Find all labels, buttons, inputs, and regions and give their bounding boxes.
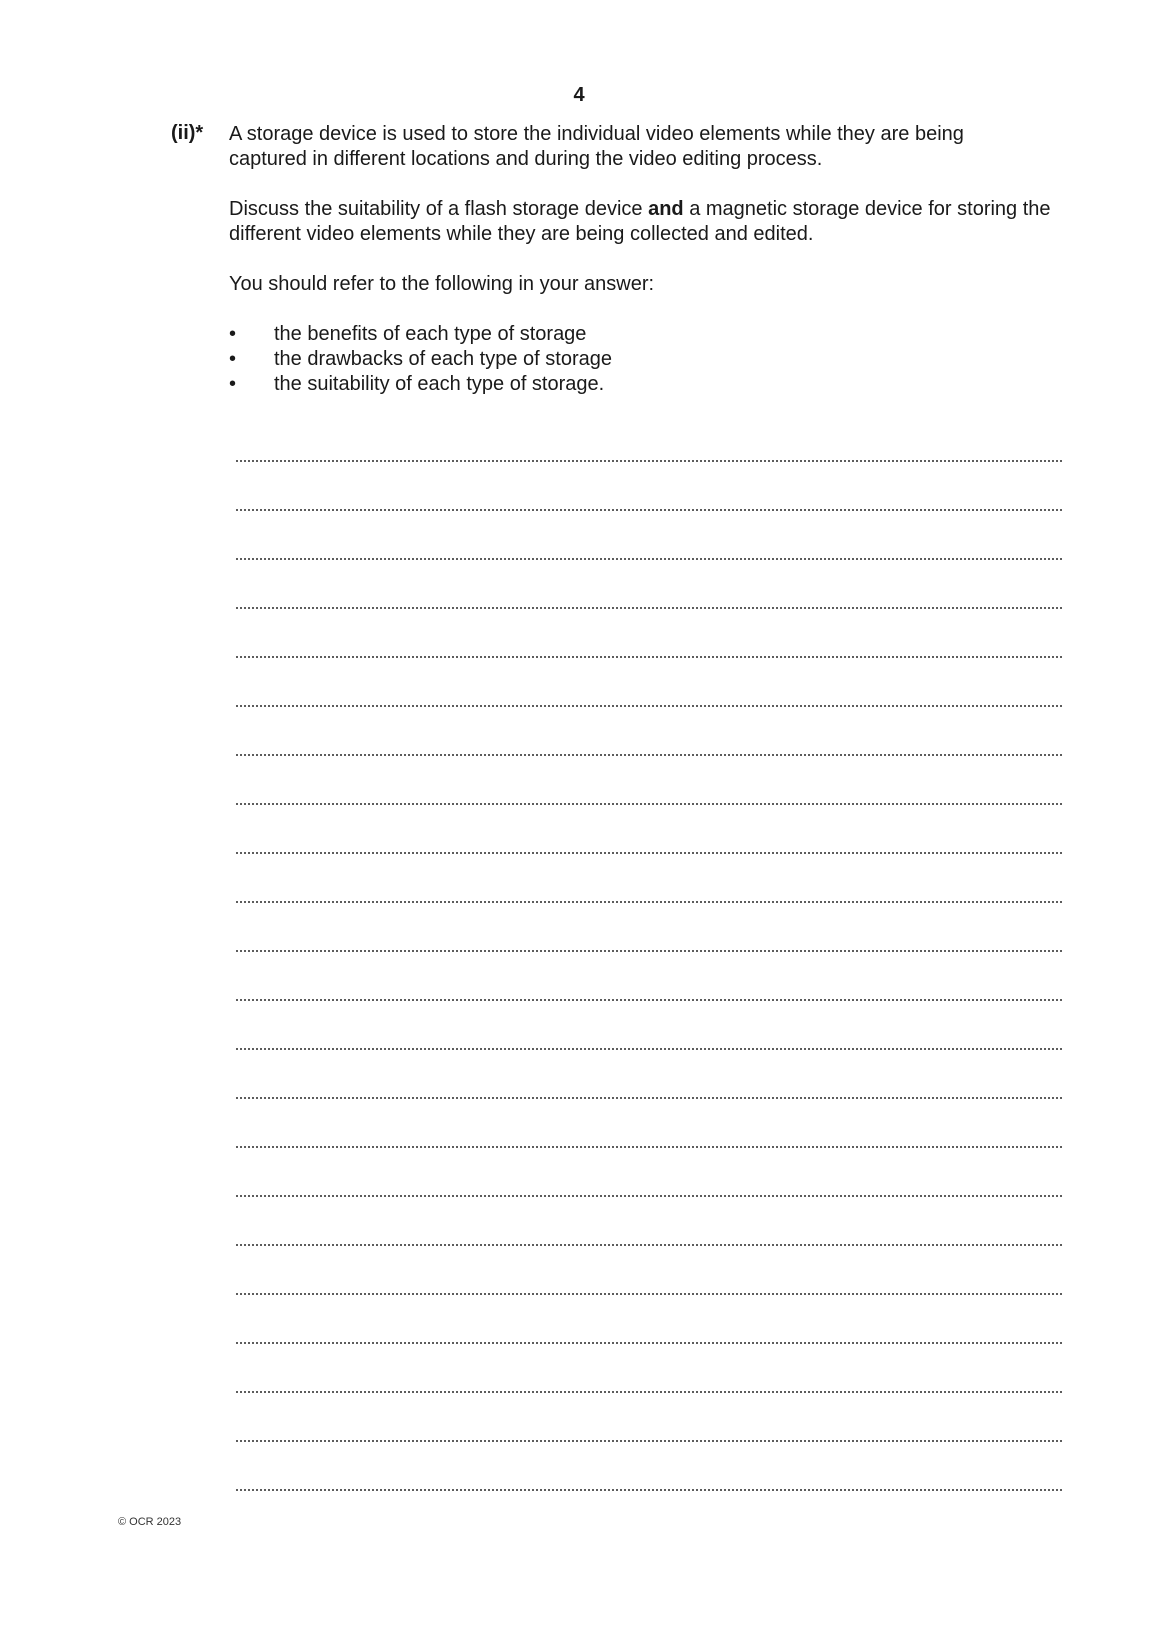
list-item-text: the suitability of each type of storage. (274, 373, 605, 395)
stem-line-2: captured in different locations and during the video editing process. (229, 148, 823, 170)
answer-line[interactable] (235, 1351, 1062, 1400)
answer-line[interactable] (235, 1204, 1062, 1253)
answer-line[interactable] (235, 763, 1062, 812)
page-number: 4 (573, 84, 585, 106)
answer-line[interactable] (235, 1008, 1062, 1057)
answer-line[interactable] (235, 910, 1062, 959)
list-item (229, 347, 1069, 372)
answer-line[interactable] (235, 1106, 1062, 1155)
answer-line[interactable] (235, 616, 1062, 665)
question-stem (229, 122, 1069, 172)
bullet-icon: • (229, 348, 237, 370)
list-item-text: the drawbacks of each type of storage (274, 348, 612, 370)
refer-intro: You should refer to the following in your answer: (229, 273, 655, 295)
answer-line[interactable] (235, 1400, 1062, 1449)
task-text-1: Discuss the suitability of a flash storage device (229, 198, 649, 220)
list-item-text: the benefits of each type of storage (274, 323, 587, 345)
bullet-icon: • (229, 323, 237, 345)
answer-line[interactable] (235, 420, 1062, 469)
bullet-list (229, 322, 1069, 397)
task-bold-word: and (648, 198, 684, 220)
question-label: (ii)* (171, 122, 204, 144)
list-item (229, 372, 1069, 397)
question-body (229, 122, 1069, 397)
answer-line[interactable] (235, 665, 1062, 714)
answer-line[interactable] (235, 861, 1062, 910)
answer-line[interactable] (235, 469, 1062, 518)
list-item (229, 322, 1069, 347)
answer-line[interactable] (235, 1302, 1062, 1351)
question-task (229, 197, 1069, 247)
answer-line[interactable] (235, 1253, 1062, 1302)
answer-line[interactable] (235, 959, 1062, 1008)
answer-line[interactable] (235, 812, 1062, 861)
answer-line[interactable] (235, 1449, 1062, 1498)
answer-line[interactable] (235, 567, 1062, 616)
task-text-2: a magnetic storage device for storing the different video elements while they are being collected and edited. (229, 198, 1051, 245)
bullet-icon: • (229, 373, 237, 395)
answer-line[interactable] (235, 1155, 1062, 1204)
answer-line[interactable] (235, 714, 1062, 763)
copyright-notice: © OCR 2023 (118, 1516, 182, 1528)
answer-line[interactable] (235, 518, 1062, 567)
answer-area[interactable] (235, 420, 1062, 1498)
answer-line[interactable] (235, 1057, 1062, 1106)
stem-line-1: A storage device is used to store the individual video elements while they are being (229, 123, 964, 145)
